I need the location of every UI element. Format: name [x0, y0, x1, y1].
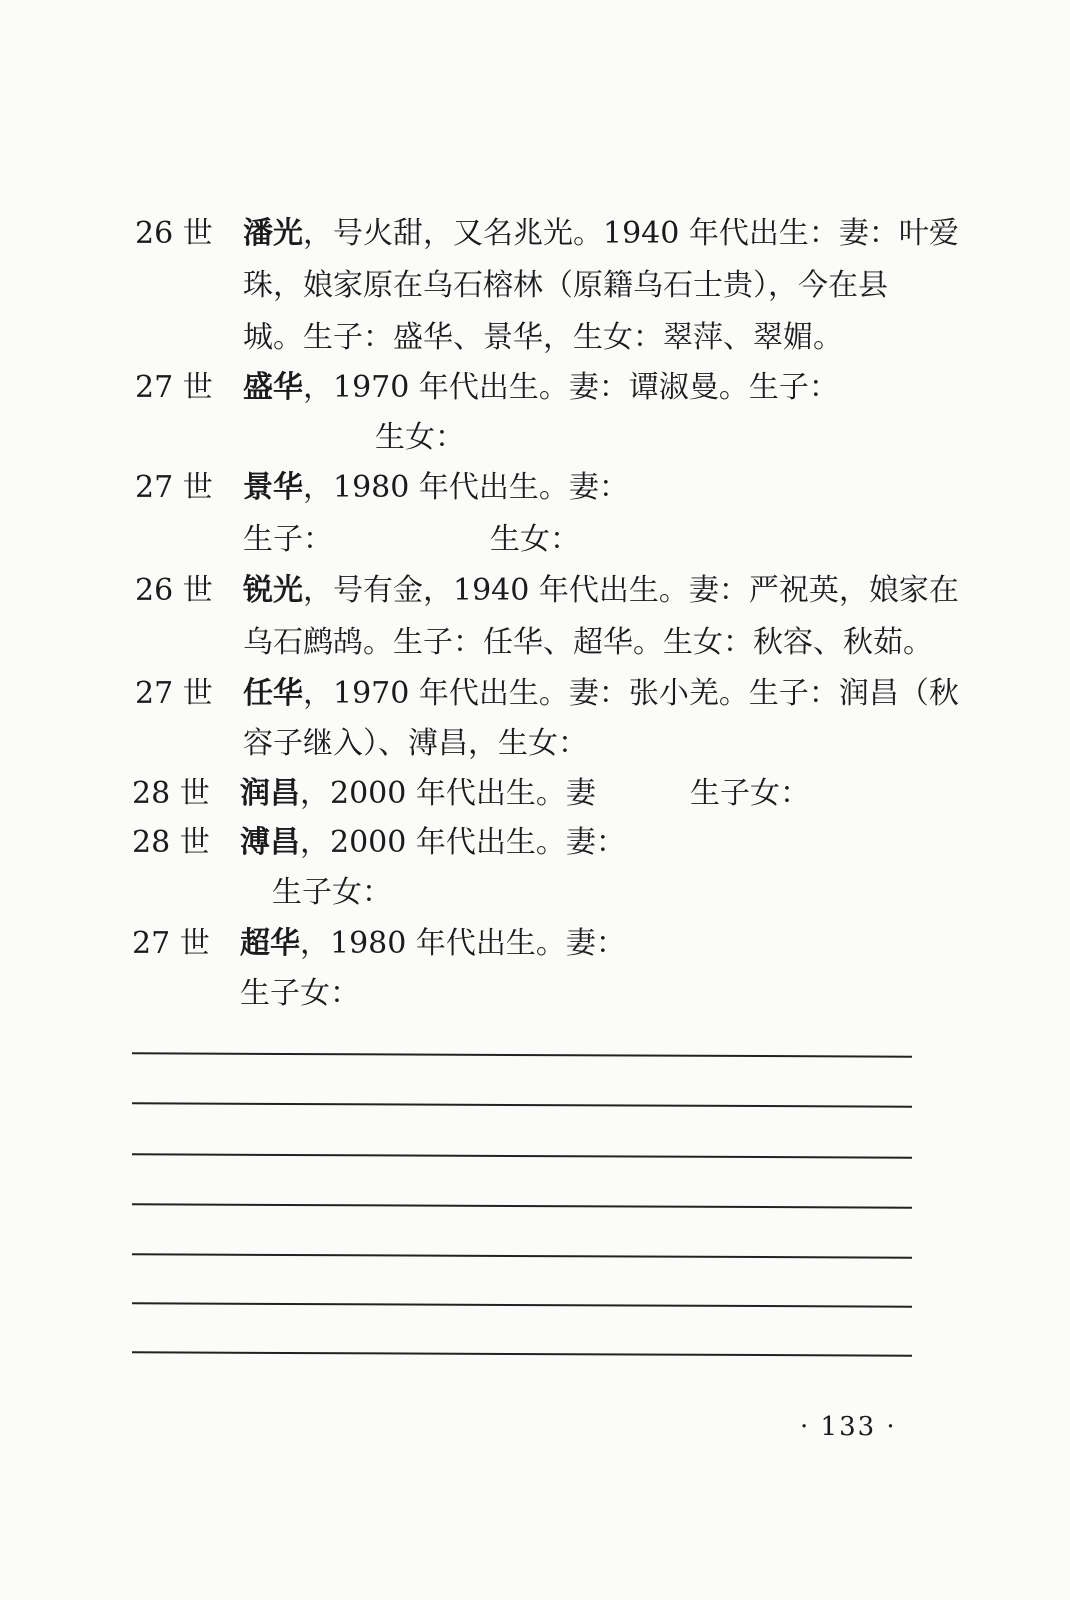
generation-label: 26 世 [135, 573, 213, 608]
blank-rule [132, 1052, 912, 1057]
entry-line [243, 668, 959, 719]
entry-line: 生子女： [240, 976, 360, 1011]
entry-line [240, 918, 626, 969]
generation-label: 27 世 [132, 926, 210, 961]
entry-line [240, 817, 626, 868]
generation-label: 27 世 [135, 470, 213, 505]
blank-rule [132, 1203, 912, 1208]
entry-line [243, 208, 959, 259]
generation-label: 28 世 [132, 825, 210, 860]
entry-text: ，2000 年代出生。妻 [300, 776, 596, 811]
person-name: 润昌 [240, 776, 300, 811]
entry-text: ，1970 年代出生。妻：张小羌。生子：润昌（秋 [303, 676, 959, 711]
entry-line: 生子女： [272, 875, 392, 910]
person-name: 潘光 [243, 216, 303, 251]
blank-rule [132, 1351, 912, 1356]
entry-line [243, 462, 629, 513]
blank-rule [132, 1102, 912, 1107]
entry-text: ，号火甜，又名兆光。1940 年代出生：妻：叶爱 [303, 216, 959, 251]
entry-line [243, 565, 959, 616]
person-name: 溥昌 [240, 825, 300, 860]
generation-label: 27 世 [135, 370, 213, 405]
generation-label: 27 世 [135, 676, 213, 711]
person-name: 盛华 [243, 370, 303, 405]
entry-text: ，号有金，1940 年代出生。妻：严祝英，娘家在 [303, 573, 959, 608]
generation-label: 28 世 [132, 776, 210, 811]
person-name: 锐光 [243, 573, 303, 608]
entry-text: ，1970 年代出生。妻：谭淑曼。生子： [303, 370, 839, 405]
entry-text: ，1980 年代出生。妻： [300, 926, 626, 961]
person-name: 超华 [240, 926, 300, 961]
entry-line: 生子： [243, 522, 333, 557]
blank-rule [132, 1153, 912, 1158]
entry-line [240, 768, 596, 819]
page-number: · 133 · [800, 1412, 897, 1442]
blank-rule [132, 1302, 912, 1307]
entry-text: ，1980 年代出生。妻： [303, 470, 629, 505]
blank-rule [132, 1253, 912, 1258]
entry-line: 生女： [375, 420, 465, 455]
person-name: 任华 [243, 676, 303, 711]
entry-line [243, 362, 839, 413]
person-name: 景华 [243, 470, 303, 505]
entry-line: 生子女： [690, 776, 810, 811]
entry-text: ，2000 年代出生。妻： [300, 825, 626, 860]
entry-line: 珠，娘家原在乌石榕林（原籍乌石士贵），今在县 [243, 268, 888, 303]
entry-line: 城。生子：盛华、景华，生女：翠萍、翠媚。 [243, 320, 843, 355]
entry-line: 生女： [490, 522, 580, 557]
entry-line: 乌石鹧鸪。生子：任华、超华。生女：秋容、秋茹。 [243, 625, 933, 660]
generation-label: 26 世 [135, 216, 213, 251]
entry-line: 容子继入）、溥昌，生女： [243, 726, 588, 761]
